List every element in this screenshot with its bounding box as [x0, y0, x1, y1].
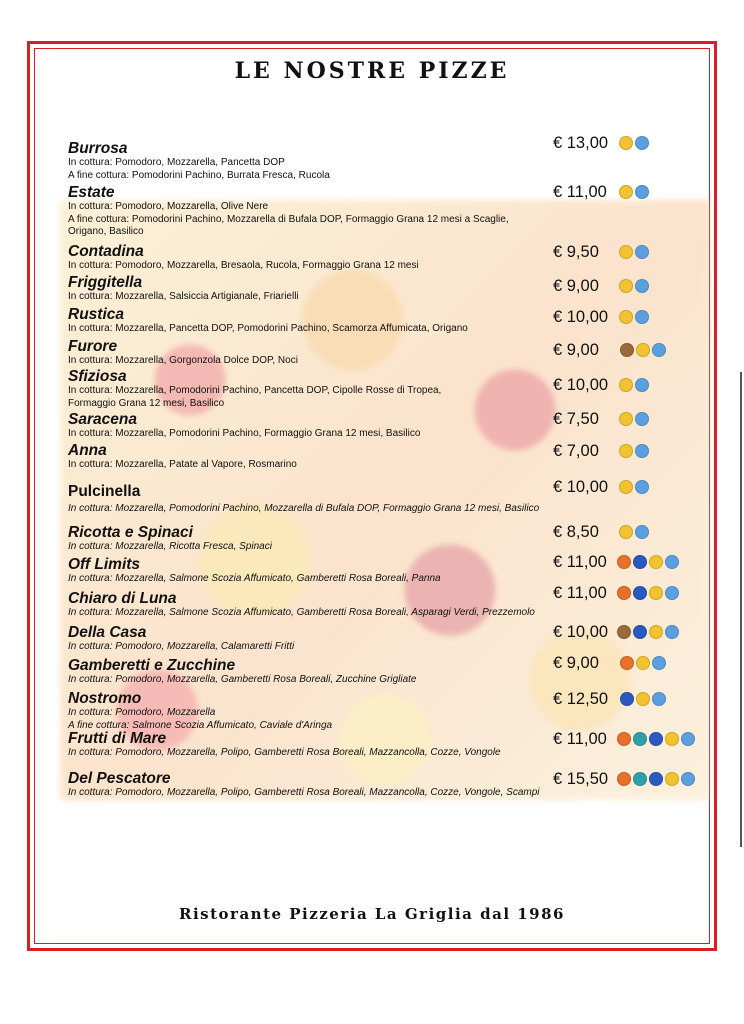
pizza-ingredients: In cottura: Mozzarella, Salsiccia Artigianale, Friarielli [68, 291, 299, 302]
gold-allergen-icon [619, 136, 633, 150]
pizza-ingredients: In cottura: Pomodoro, Mozzarella, Pancetta DOP [68, 157, 285, 168]
menu-item [68, 657, 628, 687]
allergen-icons [619, 525, 649, 539]
pizza-price: € 13,00 [553, 134, 609, 152]
menu-item [68, 483, 628, 516]
allergen-icons [619, 185, 649, 199]
menu-item [68, 442, 628, 472]
pizza-name: Burrosa [68, 140, 128, 157]
pizza-price: € 9,50 [553, 243, 599, 261]
allergen-icons [619, 412, 649, 426]
allergen-icons [619, 136, 649, 150]
blue-allergen-icon [635, 378, 649, 392]
menu-item [68, 274, 628, 304]
blue-allergen-icon [665, 586, 679, 600]
allergen-icons [620, 656, 666, 670]
menu-item [68, 243, 628, 273]
page-edge-line [740, 372, 742, 847]
pizza-name: Furore [68, 338, 118, 355]
blue-allergen-icon [635, 245, 649, 259]
pizza-price: € 9,00 [553, 341, 599, 359]
pizza-name: Chiaro di Luna [68, 590, 177, 607]
navy-allergen-icon [633, 625, 647, 639]
pizza-price: € 7,50 [553, 410, 599, 428]
pizza-ingredients: In cottura: Mozzarella, Pomodorini Pachino, Formaggio Grana 12 mesi, Basilico [68, 428, 421, 439]
allergen-icons [617, 732, 695, 746]
pizza-ingredients: In cottura: Mozzarella, Gorgonzola Dolce DOP, Noci [68, 355, 298, 366]
pizza-name: Anna [68, 442, 107, 459]
menu-item [68, 730, 628, 760]
gold-allergen-icon [619, 444, 633, 458]
gold-allergen-icon [619, 525, 633, 539]
menu-item [68, 524, 628, 554]
gold-allergen-icon [619, 412, 633, 426]
pizza-price: € 11,00 [553, 584, 607, 602]
pizza-ingredients: In cottura: Mozzarella, Pomodorini Pachino, Pancetta DOP, Cipolle Rosse di Tropea, [68, 385, 442, 396]
pizza-price: € 10,00 [553, 623, 609, 641]
menu-item [68, 590, 628, 620]
pizza-ingredients: In cottura: Mozzarella, Pancetta DOP, Pomodorini Pachino, Scamorza Affumicata, Origano [68, 323, 468, 334]
allergen-icons [617, 772, 695, 786]
navy-allergen-icon [633, 586, 647, 600]
pizza-ingredients: Origano, Basilico [68, 226, 144, 237]
pizza-ingredients: In cottura: Pomodoro, Mozzarella, Calamaretti Fritti [68, 641, 295, 652]
gold-allergen-icon [649, 586, 663, 600]
gold-allergen-icon [619, 310, 633, 324]
pizza-price: € 10,00 [553, 478, 609, 496]
pizza-ingredients: A fine cottura: Pomodorini Pachino, Mozzarella di Bufala DOP, Formaggio Grana 12 mesi a Scaglie, [68, 213, 509, 225]
pizza-ingredients: In cottura: Pomodoro, Mozzarella, Gamberetti Rosa Boreali, Zucchine Grigliate [68, 674, 417, 685]
pizza-ingredients: In cottura: Mozzarella, Salmone Scozia Affumicato, Gamberetti Rosa Boreali, Asparagi Verdi, Prezzemolo [68, 607, 535, 618]
pizza-ingredients: In cottura: Mozzarella, Patate al Vapore, Rosmarino [68, 459, 297, 470]
menu-title: LE NOSTRE PIZZE [234, 58, 510, 84]
pizza-name: Pulcinella [68, 483, 141, 500]
pizza-ingredients: In cottura: Mozzarella, Pomodorini Pachino, Mozzarella di Bufala DOP, Formaggio Grana 12 mesi, Basilico [68, 503, 540, 514]
orange-allergen-icon [617, 732, 631, 746]
gold-allergen-icon [619, 480, 633, 494]
teal-allergen-icon [633, 732, 647, 746]
navy-allergen-icon [620, 692, 634, 706]
pizza-ingredients: In cottura: Pomodoro, Mozzarella, Bresaola, Rucola, Formaggio Grana 12 mesi [68, 260, 419, 271]
pizza-name: Nostromo [68, 690, 142, 707]
menu-item [68, 556, 628, 586]
allergen-icons [617, 625, 679, 639]
pizza-price: € 7,00 [553, 442, 599, 460]
blue-allergen-icon [652, 656, 666, 670]
blue-allergen-icon [635, 412, 649, 426]
brown-allergen-icon [620, 343, 634, 357]
navy-allergen-icon [649, 732, 663, 746]
blue-allergen-icon [635, 136, 649, 150]
pizza-name: Sfiziosa [68, 368, 127, 385]
pizza-ingredients: In cottura: Mozzarella, Salmone Scozia Affumicato, Gamberetti Rosa Boreali, Panna [68, 573, 441, 584]
pizza-ingredients: In cottura: Pomodoro, Mozzarella, Polipo, Gamberetti Rosa Boreali, Mazzancolla, Cozze, Vongole, Scampi [68, 787, 540, 798]
orange-allergen-icon [617, 555, 631, 569]
navy-allergen-icon [649, 772, 663, 786]
pizza-price: € 12,50 [553, 690, 609, 708]
navy-allergen-icon [633, 555, 647, 569]
menu-item [68, 306, 628, 336]
blue-allergen-icon [635, 185, 649, 199]
pizza-price: € 9,00 [553, 654, 599, 672]
gold-allergen-icon [665, 732, 679, 746]
pizza-name: Della Casa [68, 624, 147, 641]
pizza-name: Contadina [68, 243, 144, 260]
pizza-ingredients: In cottura: Pomodoro, Mozzarella, Polipo, Gamberetti Rosa Boreali, Mazzancolla, Cozze, Vongole [68, 747, 501, 758]
pizza-name: Estate [68, 184, 115, 201]
gold-allergen-icon [649, 625, 663, 639]
allergen-icons [619, 279, 649, 293]
pizza-price: € 10,00 [553, 376, 609, 394]
pizza-price: € 8,50 [553, 523, 599, 541]
menu-item [68, 368, 628, 410]
blue-allergen-icon [665, 555, 679, 569]
pizza-name: Frutti di Mare [68, 730, 167, 747]
allergen-icons [620, 692, 666, 706]
menu-item [68, 411, 628, 441]
allergen-icons [620, 343, 666, 357]
orange-allergen-icon [617, 772, 631, 786]
pizza-price: € 11,00 [553, 553, 607, 571]
pizza-name: Saracena [68, 411, 137, 428]
allergen-icons [617, 555, 679, 569]
pizza-ingredients: A fine cottura: Salmone Scozia Affumicato, Caviale d'Aringa [68, 719, 333, 731]
blue-allergen-icon [652, 692, 666, 706]
pizza-ingredients: A fine cottura: Pomodorini Pachino, Burrata Fresca, Rucola [68, 169, 330, 181]
menu-item [68, 140, 628, 182]
blue-allergen-icon [635, 525, 649, 539]
gold-allergen-icon [619, 245, 633, 259]
teal-allergen-icon [633, 772, 647, 786]
gold-allergen-icon [649, 555, 663, 569]
allergen-icons [619, 245, 649, 259]
pizza-price: € 15,50 [553, 770, 609, 788]
allergen-icons [619, 480, 649, 494]
blue-allergen-icon [635, 480, 649, 494]
allergen-icons [619, 444, 649, 458]
pizza-ingredients: Formaggio Grana 12 mesi, Basilico [68, 397, 225, 409]
menu-item [68, 770, 628, 800]
blue-allergen-icon [665, 625, 679, 639]
gold-allergen-icon [619, 279, 633, 293]
gold-allergen-icon [619, 378, 633, 392]
gold-allergen-icon [636, 343, 650, 357]
orange-allergen-icon [620, 656, 634, 670]
blue-allergen-icon [635, 310, 649, 324]
blue-allergen-icon [681, 772, 695, 786]
pizza-name: Rustica [68, 306, 124, 323]
pizza-name: Del Pescatore [68, 770, 171, 787]
blue-allergen-icon [635, 279, 649, 293]
gold-allergen-icon [636, 692, 650, 706]
orange-allergen-icon [617, 586, 631, 600]
pizza-price: € 10,00 [553, 308, 609, 326]
menu-item [68, 184, 628, 239]
menu-item [68, 338, 628, 368]
pizza-name: Gamberetti e Zucchine [68, 657, 236, 674]
pizza-price: € 9,00 [553, 277, 599, 295]
gold-allergen-icon [636, 656, 650, 670]
restaurant-footer: Ristorante Pizzeria La Griglia dal 1986 [179, 905, 565, 923]
pizza-name: Friggitella [68, 274, 143, 291]
allergen-icons [617, 586, 679, 600]
pizza-name: Ricotta e Spinaci [68, 524, 193, 541]
pizza-name: Off Limits [68, 556, 141, 573]
blue-allergen-icon [635, 444, 649, 458]
pizza-ingredients: In cottura: Pomodoro, Mozzarella, Olive Nere [68, 201, 269, 212]
pizza-price: € 11,00 [553, 730, 607, 748]
allergen-icons [619, 378, 649, 392]
gold-allergen-icon [665, 772, 679, 786]
menu-item [68, 624, 628, 654]
pizza-ingredients: In cottura: Mozzarella, Ricotta Fresca, Spinaci [68, 541, 272, 552]
menu-item [68, 690, 628, 732]
blue-allergen-icon [652, 343, 666, 357]
brown-allergen-icon [617, 625, 631, 639]
blue-allergen-icon [681, 732, 695, 746]
allergen-icons [619, 310, 649, 324]
pizza-price: € 11,00 [553, 183, 607, 201]
gold-allergen-icon [619, 185, 633, 199]
pizza-ingredients: In cottura: Pomodoro, Mozzarella [68, 707, 216, 718]
